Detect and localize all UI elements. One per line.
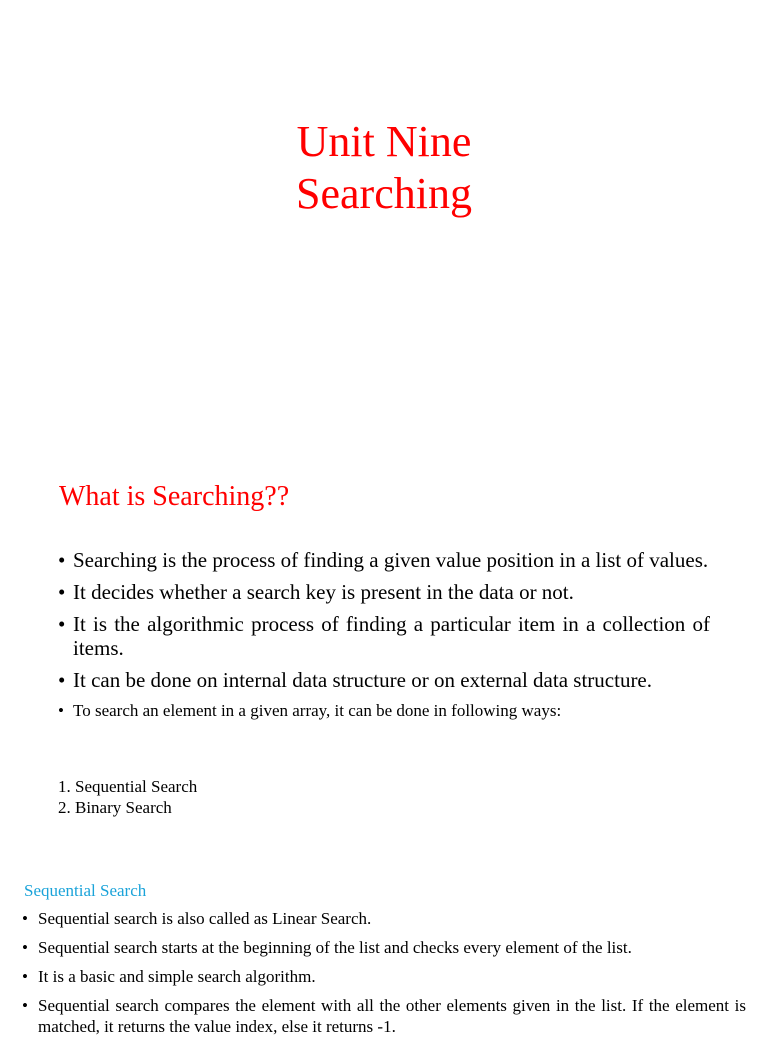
list-item xyxy=(58,548,710,572)
ordered-item-sequential: 1. Sequential Search xyxy=(58,777,198,796)
list-item xyxy=(58,580,710,604)
ordered-list xyxy=(58,776,197,818)
slide-heading: Sequential Search xyxy=(24,881,147,900)
list-item-text: Searching is the process of finding a given value position in a list of values. xyxy=(73,548,709,572)
list-item xyxy=(22,937,746,958)
bullet-icon: • xyxy=(58,668,66,692)
list-item-text: Sequential search starts at the beginning of the list and checks every element of the list. xyxy=(38,938,632,957)
list-item-text: It decides whether a search key is present in the data or not. xyxy=(73,580,574,604)
list-item-text: Sequential search compares the element with all the other elements given in the list. If the element is matched, it returns the value index, else it returns -1. xyxy=(38,996,746,1036)
bullet-icon: • xyxy=(22,996,28,1015)
list-item-text: It can be done on internal data structure or on external data structure. xyxy=(73,668,653,692)
bullet-icon: • xyxy=(22,938,28,957)
bullet-list xyxy=(58,548,710,730)
bullet-list xyxy=(22,908,746,1045)
bullet-icon: • xyxy=(58,548,66,572)
bullet-icon: • xyxy=(58,580,66,604)
list-item xyxy=(22,966,746,987)
list-item-text: It is the algorithmic process of finding a particular item in a collection of items. xyxy=(73,612,710,660)
list-item xyxy=(58,668,710,692)
title-slide xyxy=(0,0,768,440)
slide-heading: What is Searching?? xyxy=(59,481,290,512)
list-item-text: Sequential search is also called as Linear Search. xyxy=(38,909,372,928)
sequential-search-slide xyxy=(0,860,768,1036)
what-is-searching-slide xyxy=(0,440,768,860)
list-item xyxy=(58,612,710,660)
title-line-unit: Unit Nine xyxy=(296,117,472,166)
slide-title xyxy=(0,116,768,220)
bullet-icon: • xyxy=(22,967,28,986)
list-item-text: It is a basic and simple search algorithm. xyxy=(38,967,316,986)
bullet-icon: • xyxy=(22,909,28,928)
list-item xyxy=(22,995,746,1037)
ordered-item-binary: 2. Binary Search xyxy=(58,798,172,817)
title-line-topic: Searching xyxy=(296,169,472,218)
bullet-icon: • xyxy=(58,612,66,636)
bullet-icon: • xyxy=(58,701,64,720)
list-item xyxy=(58,700,710,722)
list-item-text: To search an element in a given array, it can be done in following ways: xyxy=(73,701,562,720)
list-item xyxy=(22,908,746,929)
